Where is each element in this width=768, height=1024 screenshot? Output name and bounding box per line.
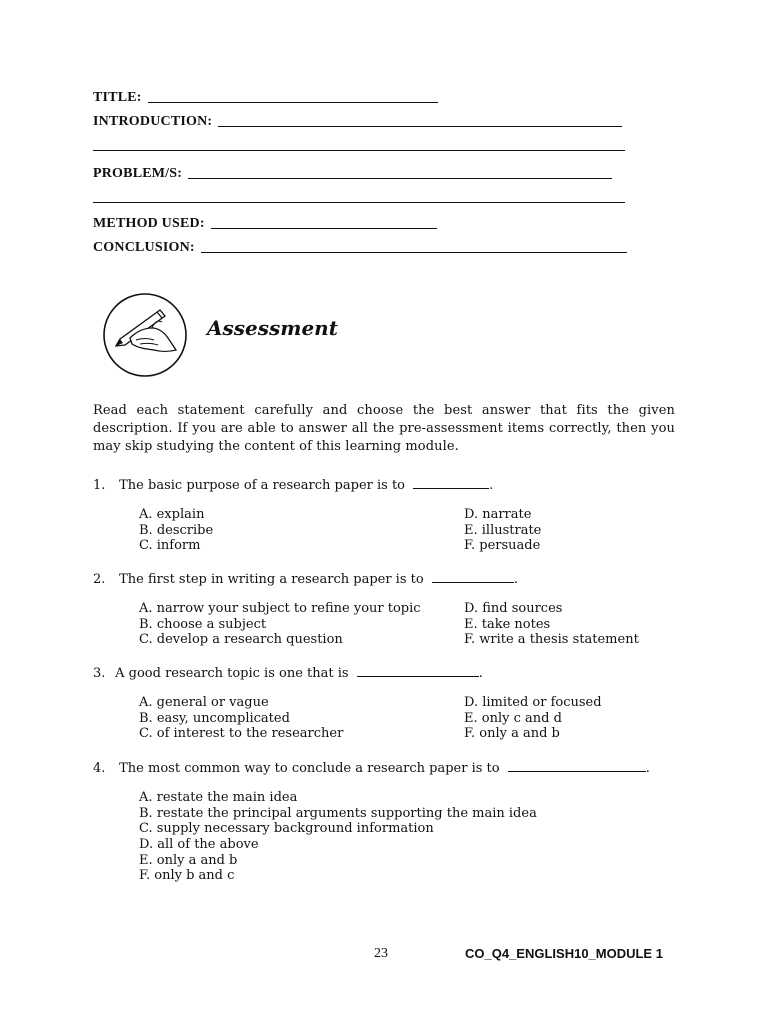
question-end: . xyxy=(489,478,494,493)
option-c[interactable]: C. inform xyxy=(139,538,201,554)
introduction-field xyxy=(93,110,622,130)
introduction-blank[interactable] xyxy=(218,112,622,127)
option-f[interactable]: F. write a thesis statement xyxy=(464,632,639,648)
question-1-options-left xyxy=(139,507,213,554)
problems-continuation-line[interactable] xyxy=(93,202,625,203)
hand-writing-pencil-icon xyxy=(102,292,188,378)
question-3-options-left xyxy=(139,695,343,742)
question-3-options-right xyxy=(464,695,602,742)
page-number: 23 xyxy=(374,946,388,961)
question-end: . xyxy=(513,572,518,587)
problems-blank[interactable] xyxy=(188,164,612,179)
option-c[interactable]: C. of interest to the researcher xyxy=(139,726,344,742)
option-b[interactable]: B. choose a subject xyxy=(139,616,267,632)
option-b[interactable]: B. describe xyxy=(139,522,214,538)
option-a[interactable]: A. general or vague xyxy=(139,695,269,710)
introduction-continuation-line[interactable] xyxy=(93,150,625,151)
title-blank[interactable] xyxy=(148,88,438,103)
method-field xyxy=(93,212,437,232)
option-a[interactable]: A. narrow your subject to refine your topic xyxy=(139,601,421,616)
question-end: . xyxy=(645,761,650,776)
option-f[interactable]: F. persuade xyxy=(464,538,541,554)
option-d[interactable]: D. limited or focused xyxy=(464,695,602,710)
option-c[interactable]: C. supply necessary background information xyxy=(139,821,434,837)
title-field xyxy=(93,86,438,106)
question-number: 1. xyxy=(93,478,106,493)
question-4-options xyxy=(139,790,537,884)
answer-blank[interactable] xyxy=(413,476,489,489)
option-d[interactable]: D. narrate xyxy=(464,507,532,522)
option-f[interactable]: F. only b and c xyxy=(139,868,235,884)
question-2-options-right xyxy=(464,601,639,648)
question-end: . xyxy=(478,666,483,681)
question-2-options-left xyxy=(139,601,421,648)
option-a[interactable]: A. explain xyxy=(139,507,205,522)
option-e[interactable]: E. take notes xyxy=(464,616,551,632)
method-label: METHOD USED: xyxy=(93,216,205,231)
question-1-options-right xyxy=(464,507,541,554)
introduction-label: INTRODUCTION: xyxy=(93,114,213,129)
question-text: The basic purpose of a research paper is to xyxy=(119,478,406,493)
question-1 xyxy=(93,476,493,494)
option-d[interactable]: D. all of the above xyxy=(139,837,259,853)
option-f[interactable]: F. only a and b xyxy=(464,726,560,742)
question-3 xyxy=(93,664,483,682)
conclusion-field xyxy=(93,236,627,256)
option-b[interactable]: B. easy, uncomplicated xyxy=(139,710,290,726)
assessment-heading: Assessment xyxy=(207,316,338,340)
question-text: A good research topic is one that is xyxy=(115,666,349,681)
option-c[interactable]: C. develop a research question xyxy=(139,632,343,648)
assessment-instructions: Read each statement carefully and choose the best answer that fits the given description. If you are able to answer all the pre-assessment items correctly, then you may skip studying the content of this learning module. xyxy=(93,403,675,454)
question-number: 2. xyxy=(93,572,106,587)
question-number: 4. xyxy=(93,761,106,776)
conclusion-blank[interactable] xyxy=(201,238,627,253)
method-blank[interactable] xyxy=(211,214,437,229)
question-text: The first step in writing a research paper is to xyxy=(119,572,424,587)
option-d[interactable]: D. find sources xyxy=(464,601,563,616)
answer-blank[interactable] xyxy=(508,759,646,772)
problems-field xyxy=(93,162,612,182)
answer-blank[interactable] xyxy=(432,570,514,583)
conclusion-label: CONCLUSION: xyxy=(93,240,195,255)
problems-label: PROBLEM/S: xyxy=(93,166,183,181)
question-4 xyxy=(93,759,650,777)
answer-blank[interactable] xyxy=(357,664,479,677)
option-e[interactable]: E. only a and b xyxy=(139,852,238,868)
question-number: 3. xyxy=(93,666,106,681)
question-text: The most common way to conclude a research paper is to xyxy=(119,761,500,776)
option-e[interactable]: E. illustrate xyxy=(464,522,542,538)
title-label: TITLE: xyxy=(93,90,142,105)
option-e[interactable]: E. only c and d xyxy=(464,710,562,726)
question-2 xyxy=(93,570,518,588)
module-code: CO_Q4_ENGLISH10_MODULE 1 xyxy=(465,946,663,961)
option-a[interactable]: A. restate the main idea xyxy=(139,790,298,805)
option-b[interactable]: B. restate the principal arguments supporting the main idea xyxy=(139,805,537,821)
